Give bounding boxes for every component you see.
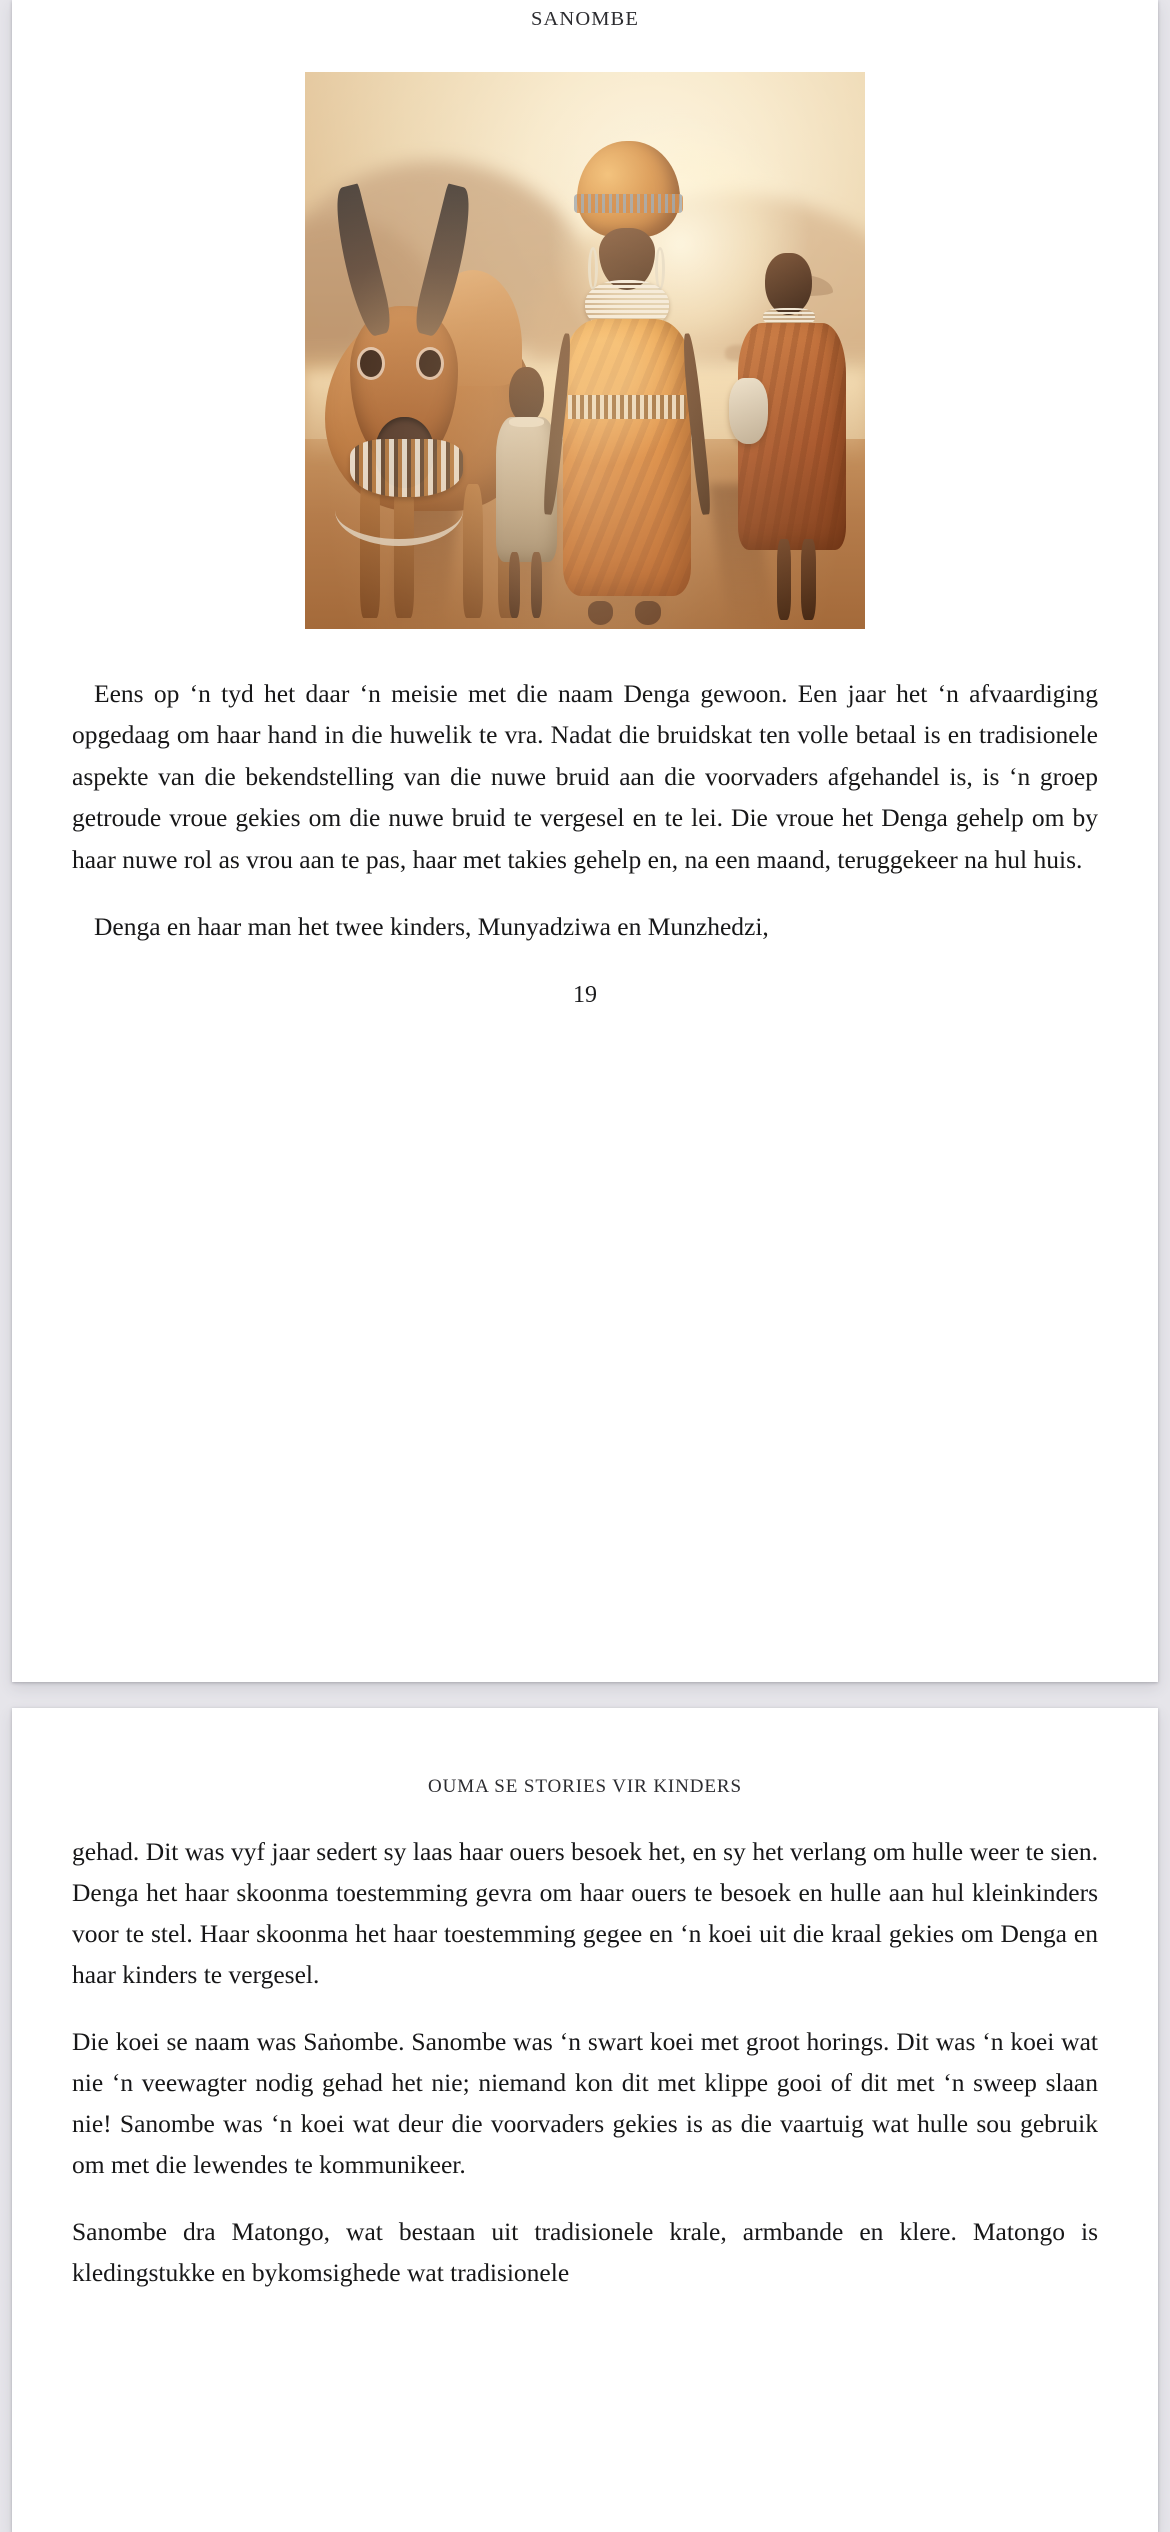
cow-bead-strand bbox=[335, 475, 463, 546]
paragraph: Sanombe dra Matongo, wat bestaan uit tradisionele krale, armbande en klere. Matongo is kledingstukke en bykomsighede wat tradisionele bbox=[72, 2216, 1098, 2287]
woman-figure bbox=[557, 141, 697, 620]
woman-earring-left bbox=[588, 247, 598, 290]
illustration-canvas bbox=[305, 72, 865, 629]
young-child-leg-left bbox=[509, 552, 521, 617]
page-20-text-column bbox=[70, 1831, 1100, 2293]
page-19-text-column bbox=[70, 673, 1100, 948]
young-child-head bbox=[509, 367, 544, 422]
cow-leg-rear-left bbox=[463, 484, 483, 618]
page-number: 19 bbox=[573, 981, 597, 1008]
woman-earring-right bbox=[655, 247, 665, 290]
paragraph: Die koei se naam was Saṅombe. Sanombe was ‘n swart koei met groot horings. Dit was ‘n koei wat nie ‘n veewagter nodig gehad het nie; niemand kon dit met klippe gooi of dit met ‘n sweep slaan nie! Sanombe was ‘n koei wat deur die voorvaders gekies is as die vaartuig wat hulle sou gebruik om met die lewendes te kommunikeer. bbox=[72, 2026, 1098, 2179]
cow-eye-left bbox=[360, 350, 382, 377]
woman-foot-left bbox=[588, 601, 613, 625]
page-sheet-19 bbox=[12, 0, 1158, 1682]
woman-headwrap bbox=[577, 141, 681, 237]
paragraph: gehad. Dit was vyf jaar sedert sy laas haar ouers besoek het, en sy het verlang om hulle weer te sien. Denga het haar skoonma toestemming gevra om haar ouers te besoek en hulle aan hul kleinkinders voor te stel. Haar skoonma het haar toestemming gegee en ‘n koei uit die kraal gekies om Denga en haar kinders te vergesel. bbox=[72, 1836, 1098, 1989]
young-child-leg-right bbox=[531, 552, 543, 617]
young-child-necklace bbox=[509, 417, 544, 427]
story-illustration bbox=[305, 72, 865, 629]
older-child-figure bbox=[736, 253, 848, 621]
woman-dress bbox=[563, 319, 692, 597]
woman-beaded-belt bbox=[568, 395, 686, 419]
cow-horn-left bbox=[327, 184, 395, 339]
paragraph: Denga en haar man het twee kinders, Munyadziwa en Munzhedzi, bbox=[94, 912, 769, 942]
older-child-leg-left bbox=[777, 539, 792, 620]
cow-eye-right bbox=[419, 350, 441, 377]
older-child-bundle bbox=[729, 378, 767, 444]
paragraph: Eens op ‘n tyd het daar ‘n meisie met die naam Denga gewoon. Een jaar het ‘n afvaardiging opgedaag om haar hand in die huwelik te vra. Nadat die bruidskat ten volle betaal is en tradisionele aspekte van die bekendstelling van die nuwe bruid aan die voorvaders afgehandel is, is ‘n groep getroude vroue gekies om die nuwe bruid te vergesel en te lei. Die vroue het Denga gehelp om by haar nuwe rol as vrou aan te pas, haar met takies gehelp en, na een maand, teruggekeer na hul huis. bbox=[72, 678, 1098, 874]
woman-foot-right bbox=[635, 601, 660, 625]
woman-headwrap-band bbox=[574, 194, 683, 213]
running-head-chapter: SANOMBE bbox=[531, 8, 639, 30]
older-child-head bbox=[765, 253, 812, 315]
older-child-leg-right bbox=[801, 539, 816, 620]
page-sheet-20 bbox=[12, 1708, 1158, 2532]
running-head-book: OUMA SE STORIES VIR KINDERS bbox=[428, 1776, 742, 1797]
